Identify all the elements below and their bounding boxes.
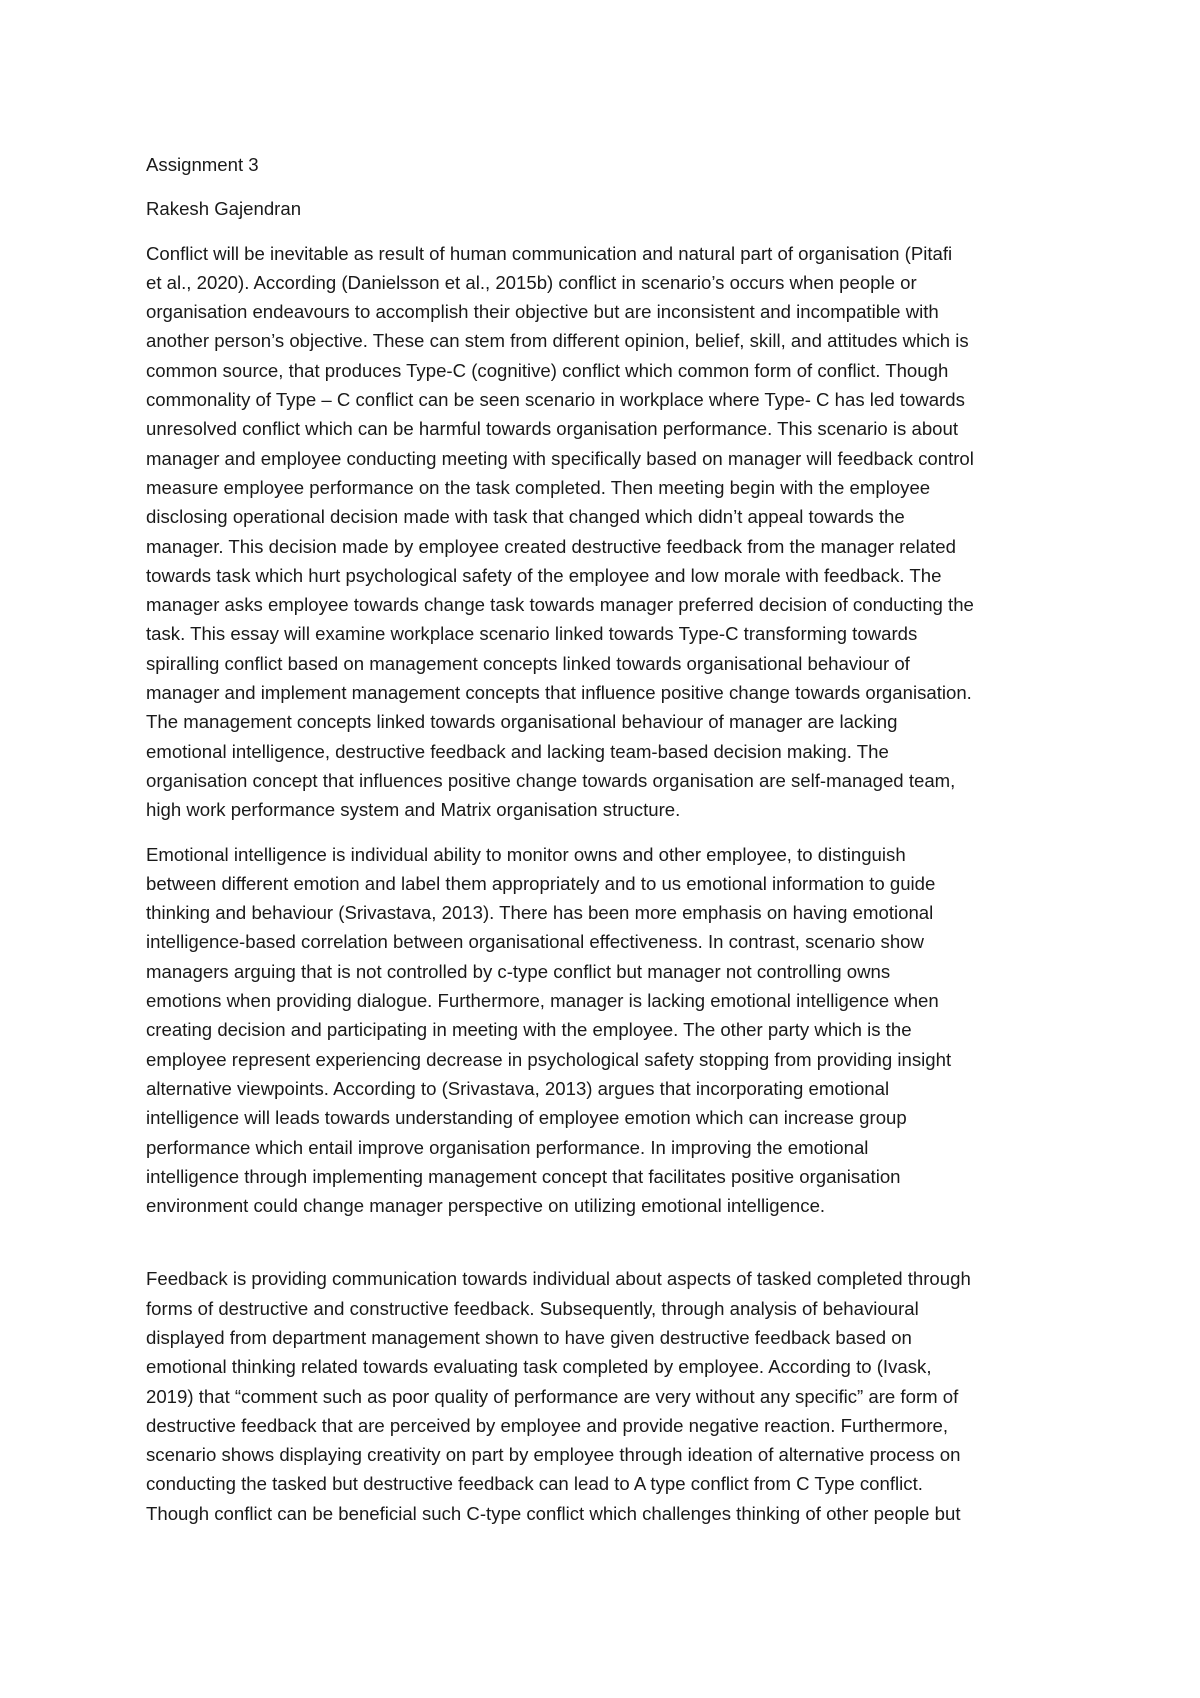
text-line: task. This essay will examine workplace scenario linked towards Type-C transforming towards	[146, 623, 918, 645]
text-line: manager asks employee towards change task towards manager preferred decision of conducting the	[146, 594, 974, 616]
text-line: towards task which hurt psychological safety of the employee and low morale with feedback. The	[146, 564, 942, 586]
text-line: intelligence through implementing management concept that facilitates positive organisation	[146, 1165, 901, 1187]
document-title: Assignment 3	[146, 154, 259, 175]
text-line: 2019) that “comment such as poor quality of performance are very without any specific” are form of	[146, 1385, 959, 1407]
text-line: conducting the tasked but destructive feedback can lead to A type conflict from C Type conflict.	[146, 1473, 923, 1495]
text-line: common source, that produces Type-C (cognitive) conflict which common form of conflict. Though	[146, 359, 949, 381]
text-line: measure employee performance on the task completed. Then meeting begin with the employee	[146, 476, 931, 498]
text-line: employee represent experiencing decrease in psychological safety stopping from providing insight	[146, 1048, 952, 1070]
text-line: high work performance system and Matrix organisation structure.	[146, 799, 681, 821]
text-line: emotional intelligence, destructive feedback and lacking team-based decision making. The	[146, 740, 889, 762]
text-line: manager and employee conducting meeting with specifically based on manager will feedback control	[146, 447, 974, 469]
author-name: Rakesh Gajendran	[146, 198, 302, 220]
text-line: emotions when providing dialogue. Furthermore, manager is lacking emotional intelligence when	[146, 990, 939, 1012]
text-line: another person’s objective. These can stem from different opinion, belief, skill, and attitudes which is	[146, 330, 969, 352]
text-line: emotional thinking related towards evaluating task completed by employee. According to (Ivask,	[146, 1356, 932, 1378]
text-line: alternative viewpoints. According to (Srivastava, 2013) argues that incorporating emotional	[146, 1077, 890, 1099]
text-line: spiralling conflict based on management concepts linked towards organisational behaviour of	[146, 652, 910, 674]
text-line: scenario shows displaying creativity on part by employee through ideation of alternative process on	[146, 1444, 961, 1466]
text-line: thinking and behaviour (Srivastava, 2013). There has been more emphasis on having emotional	[146, 902, 934, 924]
text-line: performance which entail improve organisation performance. In improving the emotional	[146, 1136, 869, 1158]
text-line: displayed from department management shown to have given destructive feedback based on	[146, 1326, 912, 1348]
text-line: between different emotion and label them appropriately and to us emotional information to guide	[146, 872, 936, 894]
text-line: creating decision and participating in meeting with the employee. The other party which is the	[146, 1019, 912, 1041]
text-line: destructive feedback that are perceived by employee and provide negative reaction. Furthermore,	[146, 1414, 949, 1436]
paragraph-intro	[146, 239, 1065, 825]
text-line: disclosing operational decision made with task that changed which didn’t appeal towards the	[146, 506, 905, 528]
text-line: environment could change manager perspective on utilizing emotional intelligence.	[146, 1195, 826, 1217]
text-line: commonality of Type – C conflict can be seen scenario in workplace where Type- C has led towards	[146, 389, 965, 411]
paragraph-feedback	[146, 1264, 1065, 1528]
text-line: organisation endeavours to accomplish their objective but are inconsistent and incompatible with	[146, 301, 939, 323]
text-line: intelligence-based correlation between organisational effectiveness. In contrast, scenario show	[146, 931, 924, 953]
text-line: organisation concept that influences positive change towards organisation are self-managed team,	[146, 769, 956, 791]
text-line: unresolved conflict which can be harmful towards organisation performance. This scenario is about	[146, 418, 959, 440]
text-line: forms of destructive and constructive feedback. Subsequently, through analysis of behavioural	[146, 1297, 919, 1319]
text-line: manager and implement management concepts that influence positive change towards organisation.	[146, 682, 972, 704]
text-line: managers arguing that is not controlled by c-type conflict but manager not controlling owns	[146, 960, 891, 982]
text-line: Feedback is providing communication towards individual about aspects of tasked completed through	[146, 1268, 971, 1290]
text-line: Conflict will be inevitable as result of human communication and natural part of organisation (Pitafi	[146, 242, 953, 264]
text-line: Emotional intelligence is individual ability to monitor owns and other employee, to distinguish	[146, 843, 906, 865]
paragraph-emotional-intelligence	[146, 840, 1065, 1221]
text-line: The management concepts linked towards organisational behaviour of manager are lacking	[146, 711, 898, 733]
text-line: Though conflict can be beneficial such C-type conflict which challenges thinking of other people but	[146, 1502, 961, 1524]
text-line: manager. This decision made by employee created destructive feedback from the manager related	[146, 535, 956, 557]
text-line: intelligence will leads towards understanding of employee emotion which can increase group	[146, 1107, 907, 1129]
text-line: et al., 2020). According (Danielsson et al., 2015b) conflict in scenario’s occurs when people or	[146, 271, 917, 293]
